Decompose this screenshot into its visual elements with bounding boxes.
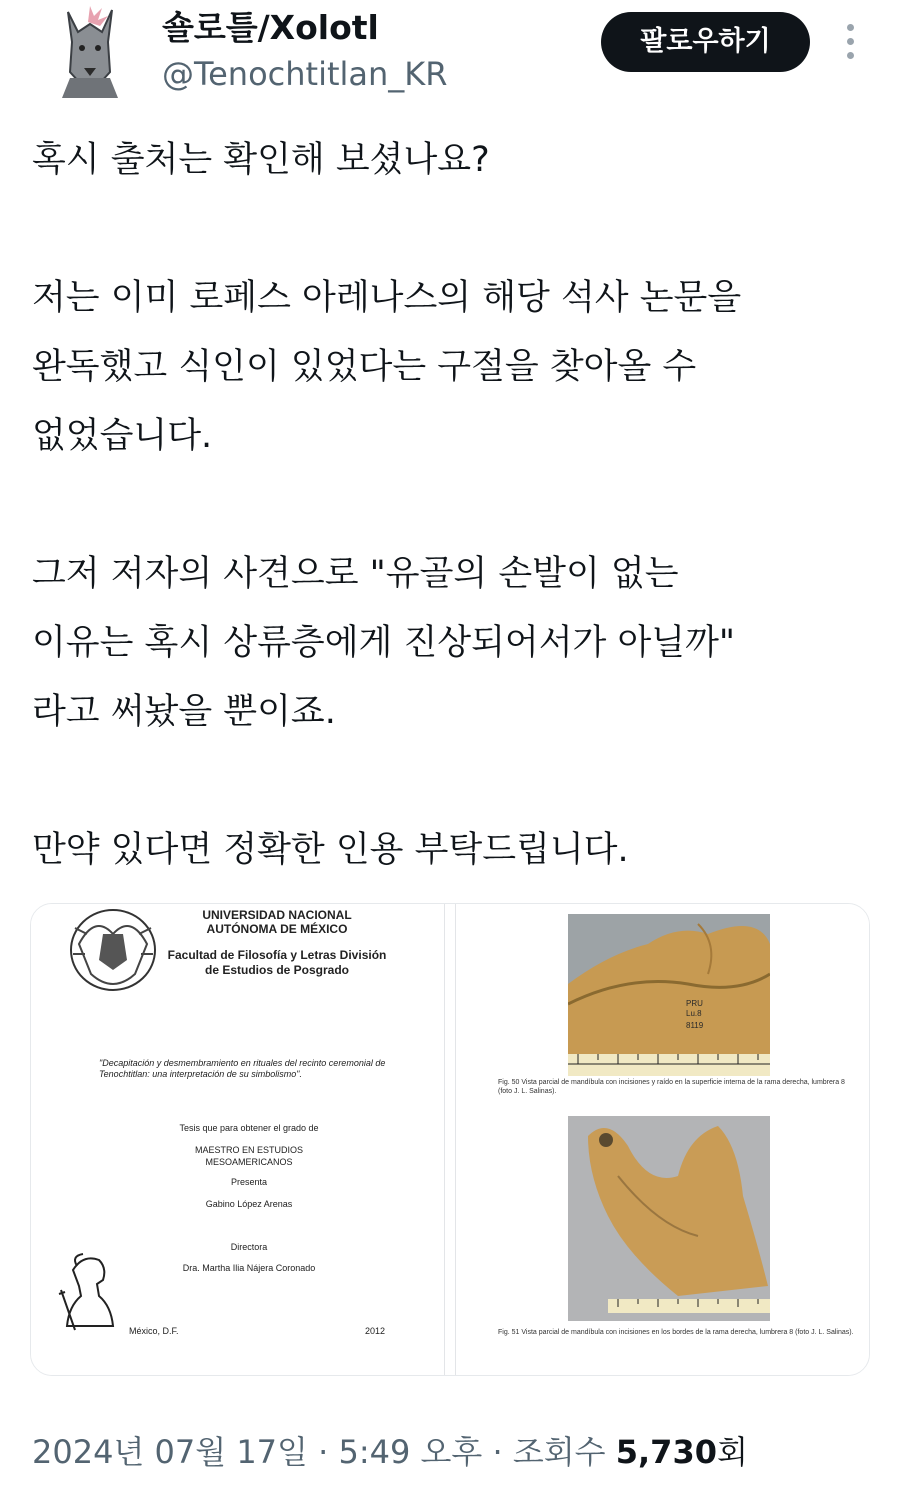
doc-tesis-line: Tesis que para obtener el grado de [179,1123,319,1133]
tweet-header [0,0,900,110]
doc-year: 2012 [365,1326,386,1336]
doc-place: México, D.F. [129,1326,179,1336]
tweet-line: 없었습니다. [32,416,213,456]
tweet-line: 완독했고 식인이 있었다는 구절을 찾아올 수 [32,347,697,387]
tweet-line: 그저 저자의 사견으로 "유골의 손발이 없는 [32,554,679,594]
bone-photo-bottom [568,1116,770,1321]
mandible-photo-image [568,914,770,1076]
follow-button[interactable]: 팔로우하기 [601,12,810,72]
athena-logo-icon [53,1250,125,1334]
tweet-text [32,126,872,885]
avatar[interactable] [50,2,130,102]
university-crest-icon [65,904,161,998]
doc-directora-label: Directora [230,1242,268,1252]
bone-photo-top [568,914,770,1076]
photo-caption-1: Fig. 50 Vista parcial de mandíbula con incisiones y raído en la superficie interna de la rama derecha, lumbrera 8 (foto J. L. Salinas). [498,1079,845,1095]
more-vertical-icon[interactable] [838,24,862,64]
doc-university: UNIVERSIDAD NACIONAL AUTÓNOMA DE MÉXICO [202,908,352,936]
doc-author: Gabino López Arenas [205,1199,293,1209]
doc-presenta: Presenta [230,1177,268,1187]
doc-thesis-title: "Decapitación y desmembramiento en rituales del recinto ceremonial de Tenochtitlan: una interpretación de su simbolismo". [99,1058,386,1079]
tweet-line: 이유는 혹시 상류층에게 진상되어서가 아닐까" [32,623,735,663]
media-image-thesis-cover[interactable] [31,904,445,1376]
tweet-meta [32,1426,748,1478]
photo-caption-2: Fig. 51 Vista parcial de mandíbula con incisiones en los bordes de la rama derecha, lumbrera 8 (foto J. L. Salinas). [498,1329,854,1336]
media-grid [30,903,870,1376]
mandible-photo-image [568,1116,770,1321]
doc-faculty: Facultad de Filosofía y Letras División de Estudios de Posgrado [167,948,387,977]
display-name[interactable]: 숄로틀/Xolotl [162,8,379,47]
tweet-line: 혹시 출처는 확인해 보셨나요? [32,140,490,180]
svg-text:8119: 8119 [686,1021,704,1030]
tweet-line: 라고 써놨을 뿐이죠. [32,692,336,732]
svg-text:Lu.8: Lu.8 [686,1009,702,1018]
timestamp[interactable]: 2024년 07월 17일 · 5:49 오후 · 조회수 [32,1433,616,1471]
media-image-bone-photos[interactable] [455,904,870,1376]
views-count: 5,730 [615,1433,717,1471]
user-handle[interactable]: @Tenochtitlan_KR [162,55,448,93]
tweet-line: 저는 이미 로페스 아레나스의 해당 석사 논문을 [32,278,742,318]
doc-directora: Dra. Martha Ilia Nájera Coronado [182,1263,316,1273]
tweet-line: 만약 있다면 정확한 인용 부탁드립니다. [32,830,629,870]
doc-degree: MAESTRO EN ESTUDIOS MESOAMERICANOS [194,1145,303,1167]
views-unit: 회 [716,1433,748,1471]
svg-text:PRU: PRU [686,999,703,1008]
